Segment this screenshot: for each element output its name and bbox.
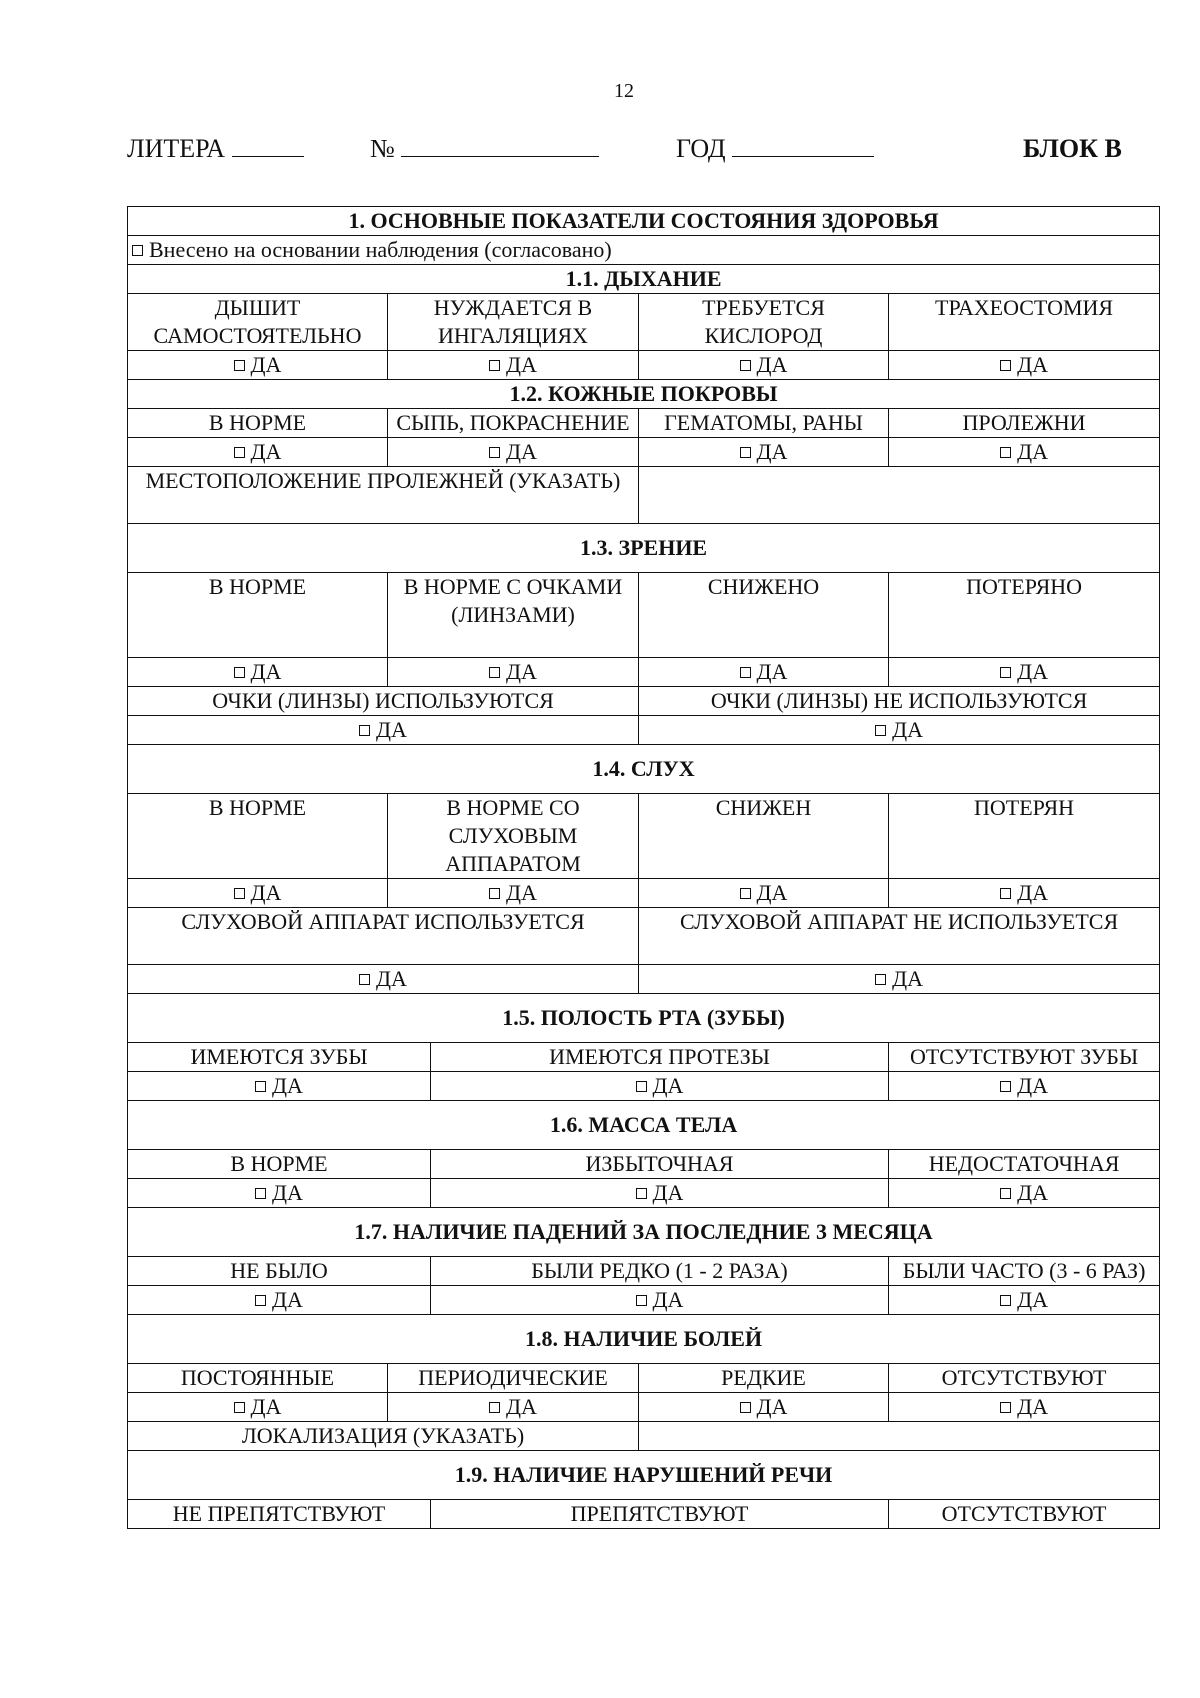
option-label: ТРЕБУЕТСЯ КИСЛОРОД <box>639 294 889 351</box>
checkbox-icon <box>234 888 245 899</box>
yes-checkbox[interactable]: ДА <box>128 351 388 380</box>
section-1-3-title-row <box>128 524 1160 573</box>
yes-checkbox[interactable]: ДА <box>128 658 388 687</box>
section-1-7-yes-row <box>128 1286 1160 1315</box>
checkbox-icon <box>740 1402 751 1413</box>
bedsore-location-input[interactable] <box>639 467 1160 524</box>
section-1-5-title-row <box>128 994 1160 1043</box>
option-label: ИЗБЫТОЧНАЯ <box>431 1150 889 1179</box>
checkbox-icon <box>875 725 886 736</box>
yes-checkbox[interactable]: ДА <box>889 438 1160 467</box>
yes-checkbox[interactable]: ДА <box>639 1393 889 1422</box>
year-field <box>676 134 874 164</box>
checkbox-icon <box>636 1188 647 1199</box>
hearing-aid-used-label: СЛУХОВОЙ АППАРАТ ИСПОЛЬЗУЕТСЯ <box>128 908 639 965</box>
section-1-2-title: 1.2. КОЖНЫЕ ПОКРОВЫ <box>128 380 1160 409</box>
yes-checkbox[interactable]: ДА <box>889 658 1160 687</box>
checkbox-icon <box>255 1188 266 1199</box>
yes-checkbox[interactable]: ДА <box>889 1393 1160 1422</box>
section-1-8-title-row <box>128 1315 1160 1364</box>
option-label: ПОТЕРЯНО <box>889 573 1160 658</box>
block-label: БЛОК В <box>1023 134 1122 163</box>
glasses-usage-yes-row <box>128 716 1160 745</box>
section-1-9-title-row <box>128 1451 1160 1500</box>
checkbox-icon <box>740 447 751 458</box>
option-label: ОТСУТСТВУЮТ ЗУБЫ <box>889 1043 1160 1072</box>
yes-checkbox[interactable]: ДА <box>128 879 388 908</box>
option-label: В НОРМЕ <box>128 794 388 879</box>
checkbox-icon <box>636 1295 647 1306</box>
observation-row <box>128 236 1160 265</box>
option-label: ГЕМАТОМЫ, РАНЫ <box>639 409 889 438</box>
checkbox-icon <box>1000 360 1011 371</box>
option-label: ПРЕПЯТСТВУЮТ <box>431 1500 889 1529</box>
checkbox-icon <box>636 1081 647 1092</box>
glasses-usage-row <box>128 687 1160 716</box>
yes-checkbox[interactable]: ДА <box>388 1393 639 1422</box>
option-label: В НОРМЕ <box>128 573 388 658</box>
yes-checkbox[interactable]: ДА <box>388 879 639 908</box>
option-label: ИМЕЮТСЯ ЗУБЫ <box>128 1043 431 1072</box>
health-indicators-table <box>127 206 1160 1529</box>
yes-checkbox[interactable]: ДА <box>388 658 639 687</box>
year-label: ГОД <box>676 134 726 163</box>
option-label: НЕ ПРЕПЯТСТВУЮТ <box>128 1500 431 1529</box>
section-1-2-options-row <box>128 409 1160 438</box>
yes-checkbox[interactable]: ДА <box>639 965 1160 994</box>
yes-checkbox[interactable]: ДА <box>128 965 639 994</box>
option-label: ДЫШИТ САМОСТОЯТЕЛЬНО <box>128 294 388 351</box>
section-1-9-title: 1.9. НАЛИЧИЕ НАРУШЕНИЙ РЕЧИ <box>128 1451 1160 1500</box>
yes-checkbox[interactable]: ДА <box>889 879 1160 908</box>
yes-checkbox[interactable]: ДА <box>128 1286 431 1315</box>
section-1-3-yes-row <box>128 658 1160 687</box>
option-label: НЕДОСТАТОЧНАЯ <box>889 1150 1160 1179</box>
checkbox-icon <box>1000 888 1011 899</box>
option-label: ОТСУТСТВУЮТ <box>889 1500 1160 1529</box>
litera-field <box>127 134 304 164</box>
yes-checkbox[interactable]: ДА <box>388 351 639 380</box>
section-1-7-options-row <box>128 1257 1160 1286</box>
yes-checkbox[interactable]: ДА <box>128 438 388 467</box>
checkbox-icon <box>1000 1081 1011 1092</box>
section-1-5-title: 1.5. ПОЛОСТЬ РТА (ЗУБЫ) <box>128 994 1160 1043</box>
yes-checkbox[interactable]: ДА <box>431 1286 889 1315</box>
section-1-4-yes-row <box>128 879 1160 908</box>
option-label: НЕ БЫЛО <box>128 1257 431 1286</box>
yes-checkbox[interactable]: ДА <box>889 1072 1160 1101</box>
checkbox-icon <box>234 667 245 678</box>
yes-checkbox[interactable]: ДА <box>128 1179 431 1208</box>
section-1-4-title: 1.4. СЛУХ <box>128 745 1160 794</box>
yes-checkbox[interactable]: ДА <box>639 879 889 908</box>
pain-location-input[interactable] <box>639 1422 1160 1451</box>
section-1-1-title-row <box>128 265 1160 294</box>
section-1-1-title: 1.1. ДЫХАНИЕ <box>128 265 1160 294</box>
section-1-8-options-row <box>128 1364 1160 1393</box>
option-label: СЫПЬ, ПОКРАСНЕНИЕ <box>388 409 639 438</box>
section-1-5-yes-row <box>128 1072 1160 1101</box>
yes-checkbox[interactable]: ДА <box>431 1072 889 1101</box>
observation-checkbox[interactable] <box>128 236 1160 265</box>
bedsore-location-row <box>128 467 1160 524</box>
section-1-3-title: 1.3. ЗРЕНИЕ <box>128 524 1160 573</box>
yes-checkbox[interactable]: ДА <box>639 658 889 687</box>
option-label: СНИЖЕН <box>639 794 889 879</box>
section-1-7-title: 1.7. НАЛИЧИЕ ПАДЕНИЙ ЗА ПОСЛЕДНИЕ 3 МЕСЯЦА <box>128 1208 1160 1257</box>
pain-location-label: ЛОКАЛИЗАЦИЯ (УКАЗАТЬ) <box>128 1422 639 1451</box>
option-label: ОТСУТСТВУЮТ <box>889 1364 1160 1393</box>
section-1-8-title: 1.8. НАЛИЧИЕ БОЛЕЙ <box>128 1315 1160 1364</box>
checkbox-icon <box>234 1402 245 1413</box>
section-1-4-options-row <box>128 794 1160 879</box>
checkbox-icon <box>255 1081 266 1092</box>
checkbox-icon <box>875 974 886 985</box>
section-1-3-options-row <box>128 573 1160 658</box>
number-label: № <box>370 134 395 163</box>
section-1-8-yes-row <box>128 1393 1160 1422</box>
checkbox-icon <box>132 245 143 256</box>
section-1-6-title: 1.6. МАССА ТЕЛА <box>128 1101 1160 1150</box>
option-label: РЕДКИЕ <box>639 1364 889 1393</box>
bedsore-location-label: МЕСТОПОЛОЖЕНИЕ ПРОЛЕЖНЕЙ (УКАЗАТЬ) <box>128 467 639 524</box>
form-title: 1. ОСНОВНЫЕ ПОКАЗАТЕЛИ СОСТОЯНИЯ ЗДОРОВЬЯ <box>128 207 1160 236</box>
option-label: ИМЕЮТСЯ ПРОТЕЗЫ <box>431 1043 889 1072</box>
section-1-4-title-row <box>128 745 1160 794</box>
option-label: В НОРМЕ <box>128 1150 431 1179</box>
section-1-6-options-row <box>128 1150 1160 1179</box>
option-label: В НОРМЕ С ОЧКАМИ (ЛИНЗАМИ) <box>388 573 639 658</box>
checkbox-icon <box>255 1295 266 1306</box>
checkbox-icon <box>359 974 370 985</box>
hearing-aid-not-used-label: СЛУХОВОЙ АППАРАТ НЕ ИСПОЛЬЗУЕТСЯ <box>639 908 1160 965</box>
yes-checkbox[interactable]: ДА <box>431 1179 889 1208</box>
number-input-line[interactable] <box>401 134 599 157</box>
section-1-6-title-row <box>128 1101 1160 1150</box>
checkbox-icon <box>1000 1402 1011 1413</box>
option-label: В НОРМЕ <box>128 409 388 438</box>
yes-checkbox[interactable]: ДА <box>889 1286 1160 1315</box>
yes-checkbox[interactable]: ДА <box>889 1179 1160 1208</box>
hearing-aid-yes-row <box>128 965 1160 994</box>
option-label: СНИЖЕНО <box>639 573 889 658</box>
number-field <box>370 134 599 164</box>
litera-label: ЛИТЕРА <box>127 134 226 163</box>
option-label: БЫЛИ РЕДКО (1 - 2 РАЗА) <box>431 1257 889 1286</box>
checkbox-icon <box>740 360 751 371</box>
glasses-used-label: ОЧКИ (ЛИНЗЫ) ИСПОЛЬЗУЮТСЯ <box>128 687 639 716</box>
year-input-line[interactable] <box>732 134 874 157</box>
checkbox-icon <box>234 360 245 371</box>
option-label: НУЖДАЕТСЯ В ИНГАЛЯЦИЯХ <box>388 294 639 351</box>
page-number: 12 <box>614 80 634 102</box>
section-1-7-title-row <box>128 1208 1160 1257</box>
option-label: ПОТЕРЯН <box>889 794 1160 879</box>
option-label: БЫЛИ ЧАСТО (3 - 6 РАЗ) <box>889 1257 1160 1286</box>
observation-note: Внесено на основании наблюдения (согласовано) <box>149 237 612 262</box>
section-1-6-yes-row <box>128 1179 1160 1208</box>
checkbox-icon <box>489 360 500 371</box>
option-label: ПЕРИОДИЧЕСКИЕ <box>388 1364 639 1393</box>
checkbox-icon <box>740 667 751 678</box>
option-label: ПОСТОЯННЫЕ <box>128 1364 388 1393</box>
section-1-2-title-row <box>128 380 1160 409</box>
form-title-row <box>128 207 1160 236</box>
checkbox-icon <box>489 667 500 678</box>
yes-checkbox[interactable]: ДА <box>128 1072 431 1101</box>
checkbox-icon <box>489 447 500 458</box>
checkbox-icon <box>1000 1295 1011 1306</box>
hearing-aid-usage-row <box>128 908 1160 965</box>
yes-checkbox[interactable]: ДА <box>639 716 1160 745</box>
checkbox-icon <box>1000 667 1011 678</box>
checkbox-icon <box>1000 1188 1011 1199</box>
yes-checkbox[interactable]: ДА <box>639 351 889 380</box>
option-label: ПРОЛЕЖНИ <box>889 409 1160 438</box>
checkbox-icon <box>234 447 245 458</box>
checkbox-icon <box>489 888 500 899</box>
section-1-2-yes-row <box>128 438 1160 467</box>
pain-location-row <box>128 1422 1160 1451</box>
section-1-1-yes-row <box>128 351 1160 380</box>
yes-checkbox[interactable]: ДА <box>388 438 639 467</box>
section-1-9-options-row <box>128 1500 1160 1529</box>
yes-checkbox[interactable]: ДА <box>639 438 889 467</box>
checkbox-icon <box>359 725 370 736</box>
yes-checkbox[interactable]: ДА <box>128 716 639 745</box>
yes-checkbox[interactable]: ДА <box>128 1393 388 1422</box>
section-1-5-options-row <box>128 1043 1160 1072</box>
option-label: В НОРМЕ СО СЛУХОВЫМ АППАРАТОМ <box>388 794 639 879</box>
checkbox-icon <box>489 1402 500 1413</box>
checkbox-icon <box>740 888 751 899</box>
checkbox-icon <box>1000 447 1011 458</box>
yes-checkbox[interactable]: ДА <box>889 351 1160 380</box>
litera-input-line[interactable] <box>232 134 304 157</box>
section-1-1-options-row <box>128 294 1160 351</box>
glasses-not-used-label: ОЧКИ (ЛИНЗЫ) НЕ ИСПОЛЬЗУЮТСЯ <box>639 687 1160 716</box>
option-label: ТРАХЕОСТОМИЯ <box>889 294 1160 351</box>
